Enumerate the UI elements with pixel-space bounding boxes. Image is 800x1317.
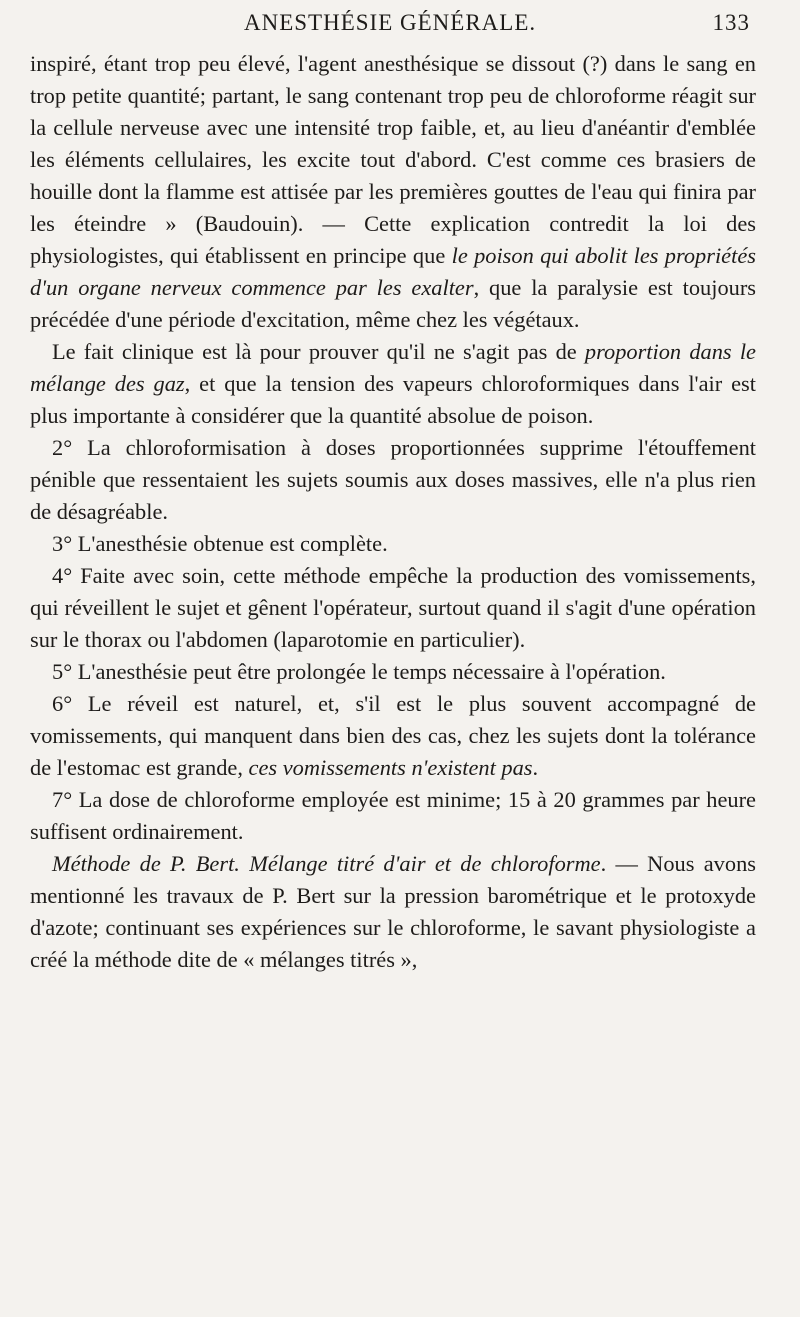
- paragraph-point-4: [30, 560, 756, 656]
- paragraph-text: 6° Le réveil est naturel, et, s'il est le plus souvent accompagné de vomissements, qui manquent dans bien des cas, chez les sujets dont la tolérance de l'estomac est grande,: [30, 691, 756, 780]
- italic-quote: le poison qui abolit les propriétés d'un organe nerveux commence par les exalter: [30, 243, 756, 300]
- paragraph-clinical-fact: [30, 336, 756, 432]
- paragraph-bert-method: [30, 848, 756, 976]
- italic-phrase: proportion dans le mélange des gaz: [30, 339, 756, 396]
- page-number: 133: [712, 10, 750, 35]
- paragraph-text: 7° La dose de chloroforme employée est minime; 15 à 20 grammes par heure suffisent ordinairement.: [30, 787, 756, 844]
- paragraph-text: , et que la tension des vapeurs chloroformiques dans l'air est plus importante à considérer que la quantité absolue de poison.: [30, 371, 756, 428]
- body-text: [30, 48, 756, 976]
- paragraph-text: 5° L'anesthésie peut être prolongée le temps nécessaire à l'opération.: [52, 659, 666, 684]
- page-header: [30, 6, 756, 48]
- running-head: ANESTHÉSIE GÉNÉRALE.: [244, 10, 537, 35]
- italic-phrase: ces vomissements n'existent pas: [248, 755, 533, 780]
- paragraph-point-3: [30, 528, 756, 560]
- paragraph-continuation: [30, 48, 756, 336]
- paragraph-point-6: [30, 688, 756, 784]
- paragraph-point-2: [30, 432, 756, 528]
- paragraph-point-5: [30, 656, 756, 688]
- paragraph-text: 4° Faite avec soin, cette méthode empêche la production des vomissements, qui réveillent le sujet et gênent l'opérateur, surtout quand il s'agit d'une opération sur le thorax ou l'abdomen (laparotomie en particulier).: [30, 563, 756, 652]
- paragraph-text: inspiré, étant trop peu élevé, l'agent anesthésique se dissout (?) dans le sang en trop petite quantité; partant, le sang contenant trop peu de chloroforme réagit sur la cellule nerveuse avec une intensité trop faible, et, au lieu d'anéantir d'emblée les éléments cellulaires, les excite tout d'abord. C'est comme ces brasiers de houille dont la flamme est attisée par les premières gouttes de l'eau qui finira par les éteindre » (Baudouin). — Cette explication contredit la loi des physiologistes, qui établissent en principe que: [30, 51, 756, 268]
- paragraph-text: . — Nous avons mentionné les travaux de P. Bert sur la pression barométrique et le protoxyde d'azote; continuant ses expériences sur le chloroforme, le savant physiologiste a créé la méthode dite de « mélanges titrés »,: [30, 851, 756, 972]
- paragraph-text: .: [532, 755, 539, 780]
- section-heading-italic: Méthode de P. Bert. Mélange titré d'air et de chloroforme: [52, 851, 601, 876]
- paragraph-point-7: [30, 784, 756, 848]
- paragraph-text: 2° La chloroformisation à doses proportionnées supprime l'étouffement pénible que ressentaient les sujets soumis aux doses massives, elle n'a plus rien de désagréable.: [30, 435, 756, 524]
- paragraph-text: 3° L'anesthésie obtenue est complète.: [52, 531, 388, 556]
- paragraph-text: Le fait clinique est là pour prouver qu'il ne s'agit pas de: [52, 339, 585, 364]
- paragraph-text: , que la paralysie est toujours précédée d'une période d'excitation, même chez les végétaux.: [30, 275, 757, 332]
